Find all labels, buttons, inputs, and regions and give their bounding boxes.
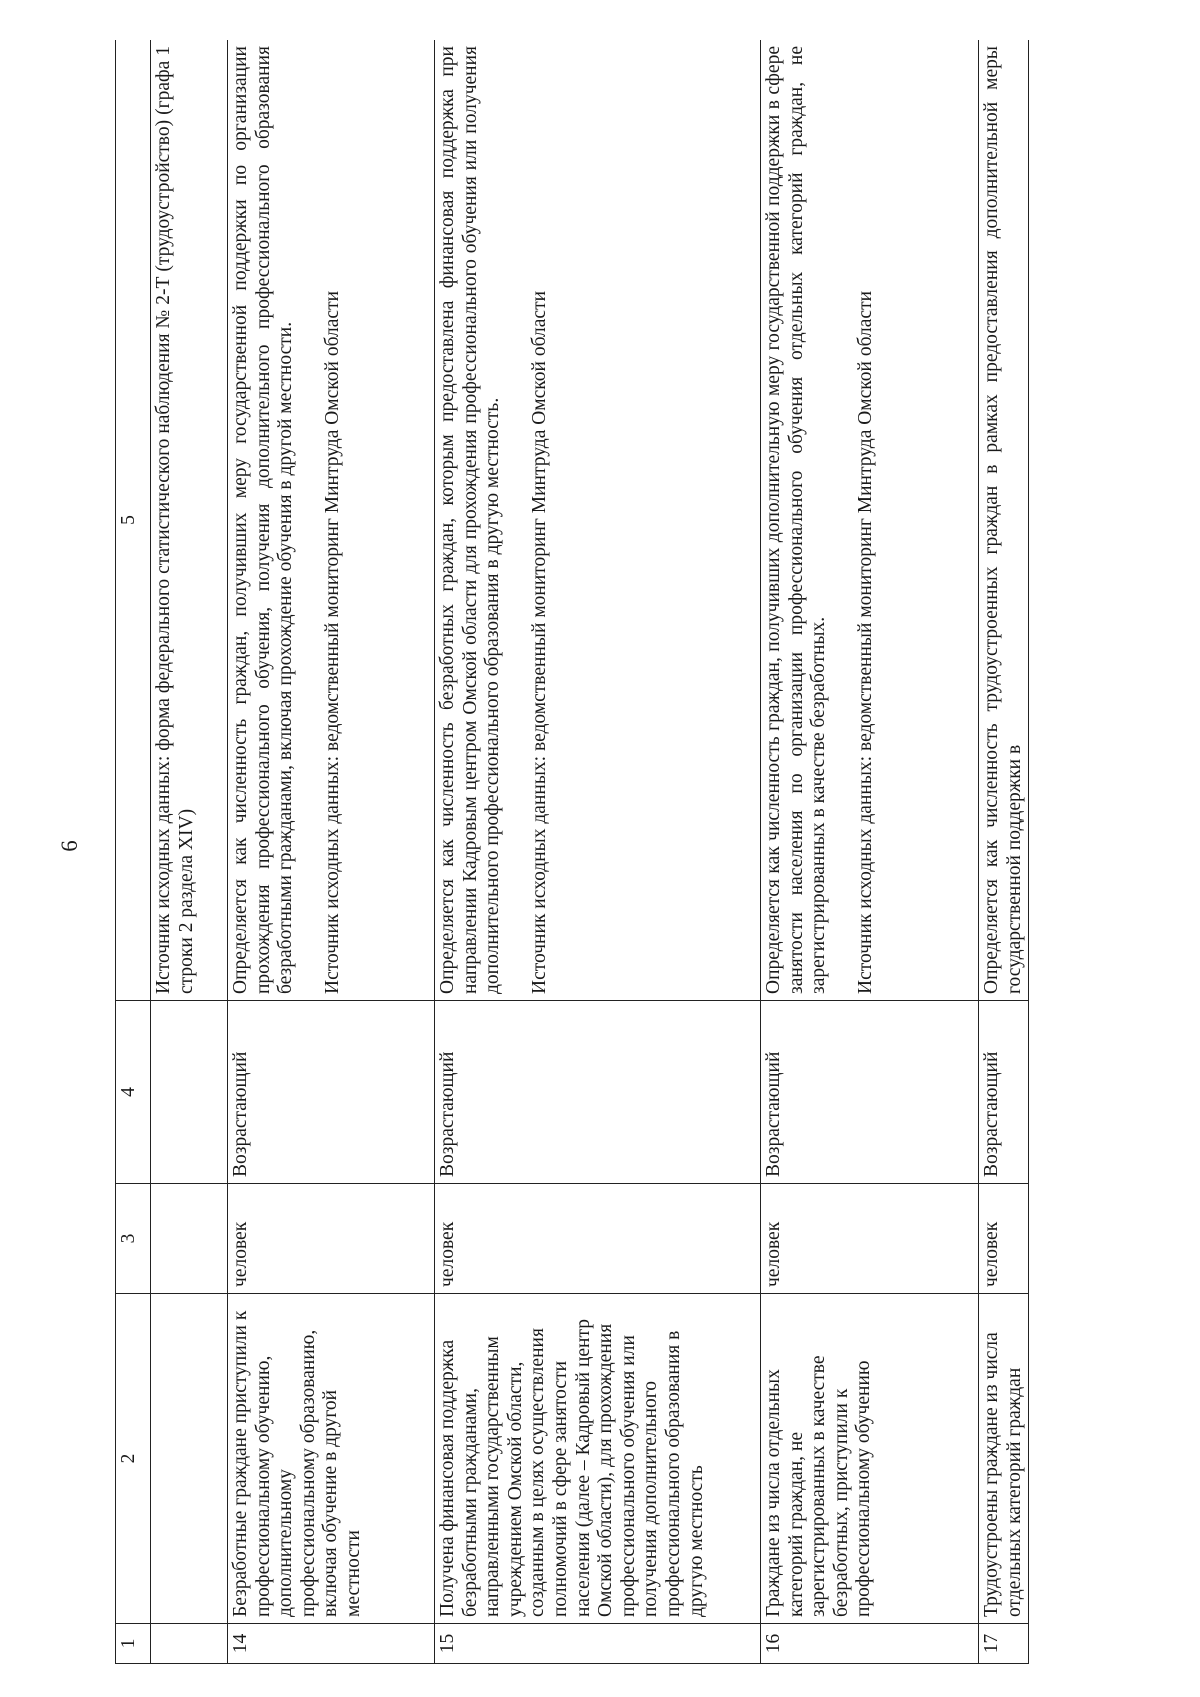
calculation-method [979, 40, 1029, 1001]
source-paragraph: Источник исходных данных: ведомственный мониторинг Минтруда Омской области [854, 290, 876, 994]
method-paragraph: Определяется как численность граждан, получивших меру государственной поддержки по организации прохождения профессионального обучения, получения дополнительного профессионального образования безработными гражданами, включая прохождение обучения в другой местности. [230, 46, 297, 994]
table-header-row [116, 40, 151, 1664]
calculation-method [151, 40, 228, 1001]
calculation-method [761, 40, 979, 1001]
indicator-name: Безработные граждане приступили к профессиональному обучению, дополнительному профессиональному образованию, включая обучение в другой местности [228, 1294, 435, 1624]
method-paragraph: Источник исходных данных: форма федерального статистического наблюдения № 2-Т (трудоустройство) (графа 1 строки 2 раздела XIV) [153, 46, 197, 994]
table-row [151, 40, 228, 1664]
trend-direction: Возрастающий [979, 1001, 1029, 1184]
trend-direction [151, 1001, 228, 1184]
table-row [435, 40, 761, 1664]
row-number: 16 [761, 1624, 979, 1664]
column-header-2: 2 [116, 1294, 151, 1624]
calculation-method [435, 40, 761, 1001]
column-header-4: 4 [116, 1001, 151, 1184]
table-row [979, 40, 1029, 1664]
trend-direction: Возрастающий [761, 1001, 979, 1184]
column-header-1: 1 [116, 1624, 151, 1664]
row-number: 17 [979, 1624, 1029, 1664]
table-row [761, 40, 979, 1664]
method-paragraph: Определяется как численность безработных граждан, которым предоставлена финансовая поддержка при направлении Кадровым центром Омской области для прохождения профессионального обучения или получения дополнительного профессионального образования в другую местность. [437, 46, 504, 994]
column-header-3: 3 [116, 1184, 151, 1294]
indicator-name: Трудоустроены граждане из числа отдельных категорий граждан [979, 1294, 1029, 1624]
column-header-5: 5 [116, 40, 151, 1001]
source-paragraph: Источник исходных данных: ведомственный мониторинг Минтруда Омской области [321, 290, 343, 994]
source-paragraph: Источник исходных данных: ведомственный мониторинг Минтруда Омской области [528, 290, 550, 994]
trend-direction: Возрастающий [228, 1001, 435, 1184]
unit-of-measure: человек [979, 1184, 1029, 1294]
rotated-page-area [115, 40, 1055, 1664]
unit-of-measure: человек [228, 1184, 435, 1294]
indicator-name [151, 1294, 228, 1624]
trend-direction: Возрастающий [435, 1001, 761, 1184]
table-row [228, 40, 435, 1664]
indicator-name: Получена финансовая поддержка безработными гражданами, направленными государственным учреждением Омской области, созданным в целях осуществления полномочий в сфере занятости населения (далее – Кадровый центр Омской области), для прохождения профессионального обучения или получения дополнительного профессионального образования в другую местность [435, 1294, 761, 1624]
indicator-name: Граждане из числа отдельных категорий граждан, не зарегистрированных в качестве безработных, приступили к профессиональному обучению [761, 1294, 979, 1624]
calculation-method [228, 40, 435, 1001]
indicators-table [115, 40, 1029, 1664]
row-number: 14 [228, 1624, 435, 1664]
method-paragraph: Определяется как численность трудоустроенных граждан в рамках предоставления дополнительной меры государственной поддержки в [981, 46, 1025, 994]
method-paragraph: Определяется как численность граждан, получивших дополнительную меру государственной поддержки в сфере занятости населения по организации профессионального обучения отдельных категорий граждан, не зарегистрированных в качестве безработных. [763, 46, 830, 994]
unit-of-measure: человек [435, 1184, 761, 1294]
row-number: 15 [435, 1624, 761, 1664]
rotated-content [115, 40, 1055, 1664]
unit-of-measure: человек [761, 1184, 979, 1294]
page-number: 6 [57, 840, 82, 852]
row-number [151, 1624, 228, 1664]
unit-of-measure [151, 1184, 228, 1294]
